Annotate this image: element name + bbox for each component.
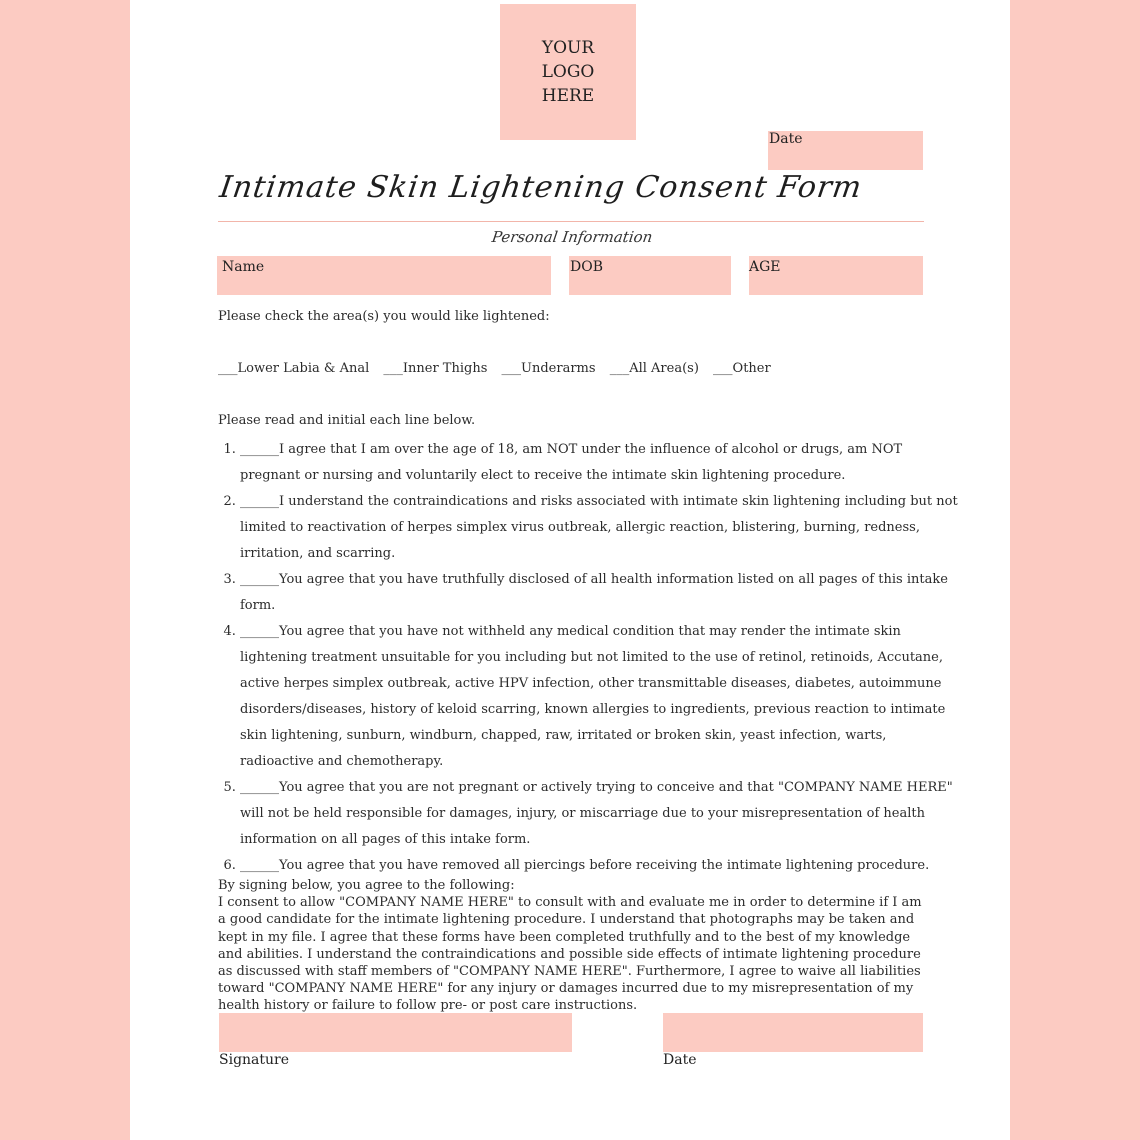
signature-field[interactable] bbox=[219, 1013, 572, 1052]
consent-line: 4. ______You agree that you have not withheld any medical condition that may render the intimate skin lightening treatment unsuitable for you including but not limited to the use of retinol, retinoids, Accutane, active herpes simplex outbreak, active HPV infection, other transmittable diseases, diabetes, autoimmune disorders/diseases, history of keloid scarring, known allergies to ingredients, previous reaction to intimate skin lightening, sunburn, windburn, chapped, raw, irritated or broken skin, yeast infection, warts, radioactive and chemotherapy. bbox=[240, 619, 960, 775]
area-option[interactable]: ___Lower Labia & Anal bbox=[218, 361, 370, 376]
logo-line: LOGO bbox=[541, 62, 595, 82]
area-option[interactable]: ___All Area(s) bbox=[609, 361, 699, 376]
initial-prompt: Please read and initial each line below. bbox=[218, 413, 476, 428]
name-field[interactable] bbox=[217, 256, 551, 295]
consent-line: 6. ______You agree that you have removed all piercings before receiving the intimate lightening procedure. bbox=[240, 853, 960, 879]
logo-line: HERE bbox=[541, 86, 595, 106]
consent-line: 2. ______I understand the contraindications and risks associated with intimate skin lightening including but not limited to reactivation of herpes simplex virus outbreak, allergic reaction, blistering, burning, redness, irritation, and scarring. bbox=[240, 489, 960, 567]
area-option[interactable]: ___Other bbox=[713, 361, 771, 376]
signature-label: Signature bbox=[219, 1052, 290, 1068]
logo-placeholder bbox=[500, 4, 636, 140]
area-option[interactable]: ___Underarms bbox=[501, 361, 596, 376]
date-top-label: Date bbox=[769, 131, 803, 147]
consent-lines bbox=[218, 437, 960, 879]
logo-line: YOUR bbox=[541, 38, 595, 58]
form-title: Intimate Skin Lightening Consent Form bbox=[217, 170, 865, 205]
form-page bbox=[130, 0, 1010, 1140]
date-bottom-field[interactable] bbox=[663, 1013, 923, 1052]
age-label: AGE bbox=[749, 259, 781, 275]
consent-line: 3. ______You agree that you have truthfully disclosed of all health information listed on all pages of this intake form. bbox=[240, 567, 960, 619]
signing-text: I consent to allow "COMPANY NAME HERE" to consult with and evaluate me in order to determine if I am a good candidate for the intimate lightening procedure. I understand that photographs may be taken and kept in my file. I agree that these forms have been completed truthfully and to the best of my knowledge and abilities. I understand the contraindications and possible side effects of intimate lightening procedure as discussed with staff members of "COMPANY NAME HERE". Furthermore, I agree to waive all liabilities toward "COMPANY NAME HERE" for any injury or damages incurred due to my misrepresentation of my health history or failure to follow pre- or post care instructions. bbox=[218, 895, 922, 1014]
dob-label: DOB bbox=[570, 259, 603, 275]
consent-line: 1. ______I agree that I am over the age of 18, am NOT under the influence of alcohol or drugs, am NOT pregnant or nursing and voluntarily elect to receive the intimate skin lightening procedure. bbox=[240, 437, 960, 489]
title-divider bbox=[218, 221, 924, 222]
consent-line: 5. ______You agree that you are not pregnant or actively trying to conceive and that "COMPANY NAME HERE" will not be held responsible for damages, injury, or miscarriage due to your misrepresentation of health information on all pages of this intake form. bbox=[240, 775, 960, 853]
areas-prompt: Please check the area(s) you would like lightened: bbox=[218, 309, 550, 324]
signing-heading: By signing below, you agree to the following: bbox=[218, 878, 515, 893]
name-label: Name bbox=[222, 259, 265, 275]
section-subtitle: Personal Information bbox=[490, 228, 654, 246]
area-checklist bbox=[218, 361, 781, 376]
signing-section bbox=[218, 877, 930, 1015]
area-option[interactable]: ___Inner Thighs bbox=[383, 361, 488, 376]
date-bottom-label: Date bbox=[663, 1052, 697, 1068]
